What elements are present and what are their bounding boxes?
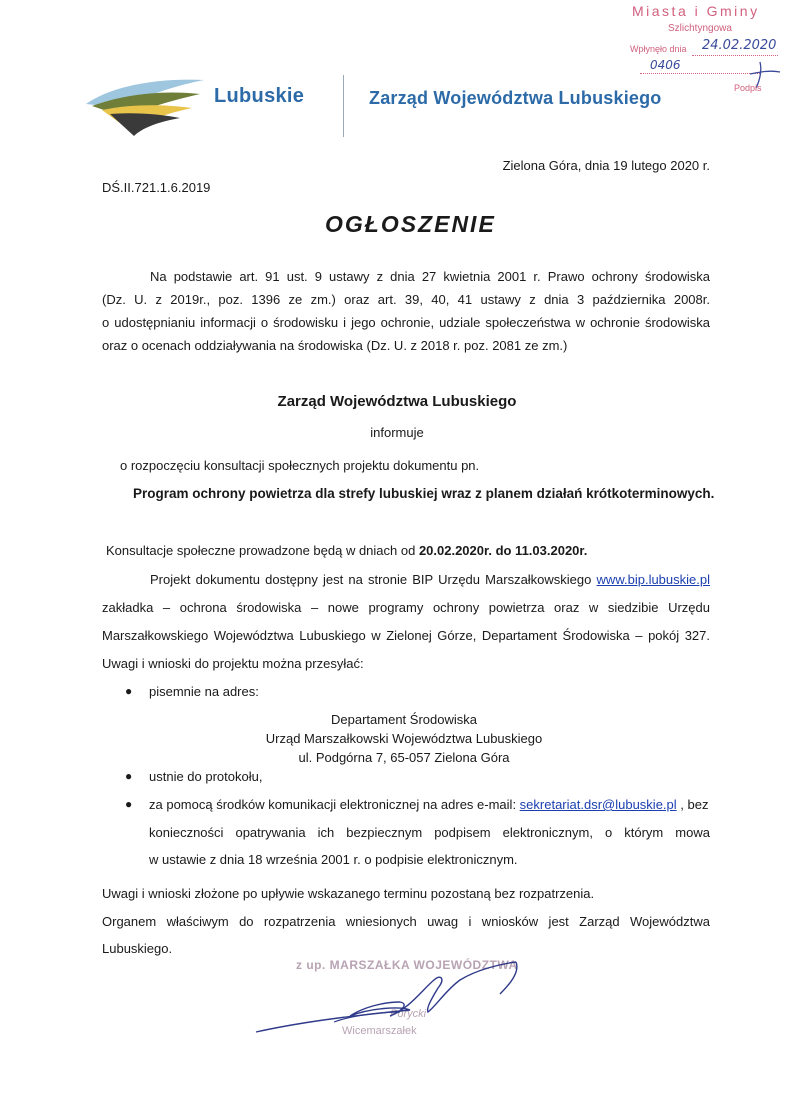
bullet-dot: ● xyxy=(125,684,133,698)
intro-line-1: Na podstawie art. 91 ust. 9 ustawy z dnia 27 kwietnia 2001 r. Prawo ochrony środowiska xyxy=(150,269,710,284)
received-stamp xyxy=(600,0,794,100)
bullet-email-line-1 xyxy=(149,797,708,813)
bullet-dot: ● xyxy=(125,797,133,811)
dates-value: 20.02.2020r. do 11.03.2020r. xyxy=(418,543,588,558)
dates-prefix: Konsultacje społeczne prowadzone będą w dniach od xyxy=(106,543,419,558)
signature-stamp-role: Wicemarszałek xyxy=(342,1025,417,1037)
stamp-line1: Miasta i Gminy xyxy=(632,3,760,19)
signature-stamp xyxy=(250,950,560,1050)
authority-line-2: Lubuskiego. xyxy=(102,941,173,956)
late-note: Uwagi i wnioski złożone po upływie wskazanego terminu pozostaną bez rozpatrzenia. xyxy=(102,886,595,901)
board-name: Zarząd Województwa Lubuskiego xyxy=(369,88,662,108)
availability-line-3: Marszałkowskiego Województwa Lubuskiego w Zielonej Górze, Departament Środowiska – pokój 327. xyxy=(102,628,710,643)
bullet-dot: ● xyxy=(125,769,133,783)
availability-prefix: Projekt dokumentu dostępny jest na stronie BIP Urzędu Marszałkowskiego xyxy=(150,572,597,587)
place-date: Zielona Góra, dnia 19 lutego 2020 r. xyxy=(502,158,710,173)
bullet-email-line-3: w ustawie z dnia 18 września 2001 r. o podpisie elektronicznym. xyxy=(149,852,518,867)
email-link[interactable]: sekretariat.dsr@lubuskie.pl xyxy=(519,797,677,812)
header-divider xyxy=(343,75,344,137)
stamp-dotted-line-2 xyxy=(640,73,760,74)
email-suffix: , bez xyxy=(676,797,709,812)
address-line-1: Departament Środowiska xyxy=(331,712,477,727)
program-title: Program ochrony powietrza dla strefy lubuskiej wraz z planem działań krótkoterminowych. xyxy=(133,486,715,501)
issuer-heading: Zarząd Województwa Lubuskiego xyxy=(277,393,517,410)
signature-stamp-line1: z up. MARSZAŁKA WOJEWÓDZTWA xyxy=(296,958,518,972)
reference-number: DŚ.II.721.1.6.2019 xyxy=(102,180,211,195)
consultation-dates xyxy=(106,543,587,559)
bullet-oral: ustnie do protokołu, xyxy=(149,769,263,784)
bullet-email-line-2: konieczności opatrywania ich bezpiecznym podpisem elektronicznym, o którym mowa xyxy=(149,825,710,840)
stamp-signature-label: Podpis xyxy=(734,83,762,93)
page-title: OGŁOSZENIE xyxy=(325,211,496,237)
remarks-intro: Uwagi i wnioski do projektu można przesyłać: xyxy=(102,656,364,671)
logo-swoosh-icon xyxy=(84,74,206,140)
availability-line-1 xyxy=(150,572,710,588)
consultation-intro: o rozpoczęciu konsultacji społecznych projektu dokumentu pn. xyxy=(120,458,480,473)
handwritten-signature-icon xyxy=(250,950,560,1050)
signature-stamp-name: Porycki xyxy=(390,1008,427,1020)
lubuskie-logo xyxy=(84,74,206,140)
informs-label: informuje xyxy=(370,425,424,440)
stamp-number: 0406 xyxy=(650,58,681,72)
intro-line-2: (Dz. U. z 2019r., poz. 1396 ze zm.) oraz art. 39, 40, 41 ustawy z dnia 3 października 2008r. xyxy=(102,292,710,307)
address-line-3: ul. Podgórna 7, 65-057 Zielona Góra xyxy=(298,750,510,765)
address-line-2: Urząd Marszałkowski Województwa Lubuskiego xyxy=(265,731,543,746)
bip-link[interactable]: www.bip.lubuskie.pl xyxy=(596,572,710,587)
bullet-written: pisemnie na adres: xyxy=(149,684,259,699)
availability-line-2: zakładka – ochrona środowiska – nowe programy ochrony powietrza oraz w siedzibie Urzędu xyxy=(102,600,710,615)
stamp-line2: Szlichtyngowa xyxy=(668,23,732,34)
authority-line-1: Organem właściwym do rozpatrzenia wniesionych uwag i wniosków jest Zarząd Województwa xyxy=(102,914,710,929)
intro-line-3: o udostępnianiu informacji o środowisku i jego ochronie, udziale społeczeństwa w ochronie środowiska xyxy=(102,315,710,330)
stamp-received-date: 24.02.2020 xyxy=(702,38,777,53)
stamp-dotted-line xyxy=(692,55,778,56)
intro-line-4: oraz o ocenach oddziaływania na środowiska (Dz. U. z 2018 r. poz. 2081 ze zm.) xyxy=(102,338,568,353)
brand-name: Lubuskie xyxy=(214,85,305,107)
email-prefix: za pomocą środków komunikacji elektronicznej na adres e-mail: xyxy=(149,797,520,812)
stamp-received-label: Wpłynęło dnia xyxy=(630,44,687,54)
